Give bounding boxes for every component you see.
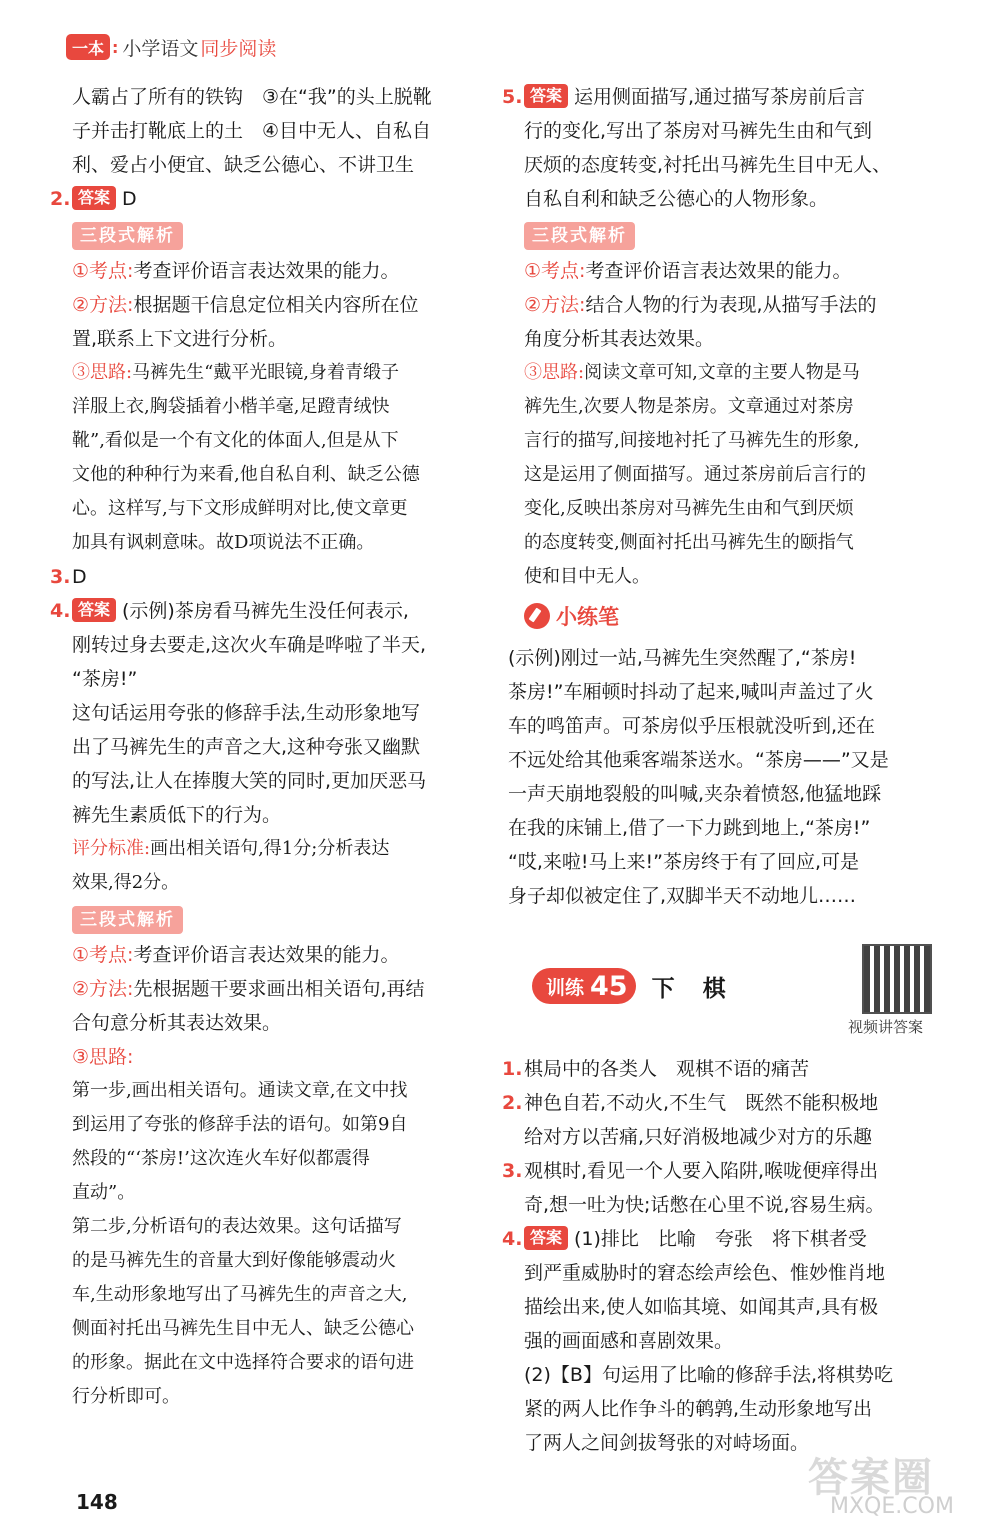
fangfa-line bbox=[72, 972, 492, 1006]
training-item bbox=[502, 1052, 954, 1086]
kaodian-line bbox=[72, 254, 492, 288]
kaodian-label: ①考点: bbox=[72, 944, 134, 966]
text-line: 车的鸣笛声。可茶房似乎压根就没听到,还在 bbox=[508, 715, 876, 737]
kaodian-line bbox=[524, 254, 954, 288]
text-line: 车,生动形象地写出了马裤先生的声音之大, bbox=[72, 1284, 408, 1305]
answer-value: D bbox=[122, 188, 137, 210]
text-line: 到严重威胁时的窘态绘声绘色、惟妙惟肖地 bbox=[524, 1262, 886, 1284]
answer-text: 神色自若,不动火,不生气 既然不能积极地 bbox=[524, 1092, 879, 1114]
text-line: 一声天崩地裂般的叫喊,夹杂着愤怒,他猛地踩 bbox=[508, 783, 882, 805]
text-line: 紧的两人比作争斗的鹌鹑,生动形象地写出 bbox=[524, 1398, 873, 1420]
scoring-label: 评分标准: bbox=[72, 838, 151, 859]
question-3-answer bbox=[50, 560, 492, 594]
fangfa-label: ②方法: bbox=[524, 294, 586, 316]
text-line: 侧面衬托出马裤先生目中无人、缺乏公德心 bbox=[72, 1318, 414, 1339]
text-line: 裤先生素质低下的行为。 bbox=[72, 804, 282, 826]
question-number: 1. bbox=[502, 1058, 523, 1080]
text-line: 不远处给其他乘客端茶送水。“茶房——”又是 bbox=[508, 749, 889, 771]
question-2-answer bbox=[50, 182, 492, 216]
page-number: 148 bbox=[76, 1490, 118, 1514]
answer-tag: 答案 bbox=[524, 1226, 568, 1250]
silu-text: 马裤先生“戴平光眼镜,身着青缎子 bbox=[132, 362, 400, 383]
text-line: 第二步,分析语句的表达效果。这句话描写 bbox=[72, 1216, 402, 1237]
text-line: 的写法,让人在捧腹大笑的同时,更加厌恶马 bbox=[72, 770, 427, 792]
book-subtitle: 同步阅读 bbox=[200, 37, 277, 60]
text-line: 给对方以苦痛,只好消极地减少对方的乐趣 bbox=[524, 1126, 873, 1148]
answer-text: 运用侧面描写,通过描写茶房前后言 bbox=[574, 86, 866, 108]
question-number: 4. bbox=[502, 1228, 523, 1250]
training-item bbox=[502, 1154, 954, 1188]
answer-text: (示例)茶房看马裤先生没任何表示, bbox=[122, 600, 409, 622]
training-item bbox=[502, 1222, 954, 1256]
logo-separator: : bbox=[112, 37, 119, 57]
sanduan-tag: 三段式解析 bbox=[524, 222, 635, 250]
text-line: 行分析即可。 bbox=[72, 1386, 180, 1407]
question-number: 5. bbox=[502, 86, 523, 108]
text-line: 在我的床铺上,借了一下力跳到地上,“茶房!” bbox=[508, 817, 871, 839]
text-line: 奇,想一吐为快;话憋在心里不说,容易生病。 bbox=[524, 1194, 885, 1216]
question-number: 3. bbox=[50, 566, 71, 588]
answer-value: D bbox=[72, 566, 87, 588]
text-line: 然段的“‘茶房!’这次连火车好似都震得 bbox=[72, 1148, 370, 1169]
text-line: 的形象。据此在文中选择符合要求的语句进 bbox=[72, 1352, 414, 1373]
silu-line bbox=[524, 356, 954, 390]
text-line: 洋服上衣,胸袋插着小楷羊毫,足蹬青绒快 bbox=[72, 396, 390, 417]
text-line: 厌烦的态度转变,衬托出马裤先生目中无人、 bbox=[524, 154, 892, 176]
xiaolianbi-title: 小练笔 bbox=[556, 605, 619, 629]
text-line: 使和目中无人。 bbox=[524, 566, 650, 587]
brand-logo: 一本 bbox=[66, 34, 110, 60]
question-number: 3. bbox=[502, 1160, 523, 1182]
text-line: 自私自利和缺乏公德心的人物形象。 bbox=[524, 188, 829, 210]
xiaolianbi-heading bbox=[524, 600, 954, 635]
analysis-heading bbox=[72, 902, 492, 936]
question-number: 2. bbox=[502, 1092, 523, 1114]
training-badge bbox=[532, 968, 636, 1004]
text-line: 人霸占了所有的铁钩 ③在“我”的头上脱靴 bbox=[72, 86, 432, 108]
answer-tag: 答案 bbox=[72, 598, 116, 622]
text-line: 角度分析其表达效果。 bbox=[524, 328, 715, 350]
text-line: 合句意分析其表达效果。 bbox=[72, 1012, 282, 1034]
fangfa-label: ②方法: bbox=[72, 294, 134, 316]
text-line: “哎,来啦!马上来!”茶房终于有了回应,可是 bbox=[508, 851, 859, 873]
question-number: 4. bbox=[50, 600, 71, 622]
text-line: 刚转过身去要走,这次火车确是哗啦了半天, bbox=[72, 634, 427, 656]
text-line: 效果,得2分。 bbox=[72, 872, 180, 893]
text-line: 置,联系上下文进行分析。 bbox=[72, 328, 288, 350]
text-line: 这句话运用夸张的修辞手法,生动形象地写 bbox=[72, 702, 421, 724]
answer-text: (1)排比 比喻 夸张 将下棋者受 bbox=[574, 1228, 867, 1250]
qr-code-icon[interactable] bbox=[862, 944, 932, 1014]
text-line: “茶房!” bbox=[72, 668, 138, 690]
text-line: 文他的种种行为来看,他自私自利、缺乏公德 bbox=[72, 464, 420, 485]
question-5-answer bbox=[502, 80, 954, 114]
text-line: 变化,反映出茶房对马裤先生由和气到厌烦 bbox=[524, 498, 854, 519]
text-line: 言行的描写,间接地衬托了马裤先生的形象, bbox=[524, 430, 860, 451]
silu-label: ③思路: bbox=[72, 362, 133, 383]
text-line: 直动”。 bbox=[72, 1182, 136, 1203]
book-title: 小学语文 bbox=[122, 37, 199, 60]
text-line: 出了马裤先生的声音之大,这种夸张又幽默 bbox=[72, 736, 421, 758]
text-line: 心。这样写,与下文形成鲜明对比,使文章更 bbox=[72, 498, 408, 519]
text-line: 利、爱占小便宜、缺乏公德心、不讲卫生 bbox=[72, 154, 415, 176]
text-line: 强的画面感和喜剧效果。 bbox=[524, 1330, 734, 1352]
text-line: 茶房!”车厢顿时抖动了起来,喊叫声盖过了火 bbox=[508, 681, 874, 703]
scoring-line bbox=[72, 832, 492, 866]
silu-label: ③思路: bbox=[72, 1046, 134, 1068]
pencil-icon bbox=[524, 603, 550, 629]
text-line: 第一步,画出相关语句。通读文章,在文中找 bbox=[72, 1080, 408, 1101]
page-header bbox=[66, 30, 276, 64]
text-line: 加具有讽刺意味。故D项说法不正确。 bbox=[72, 532, 375, 553]
answer-text: 棋局中的各类人 观棋不语的痛苦 bbox=[524, 1058, 810, 1080]
text-line: 这是运用了侧面描写。通过茶房前后言行的 bbox=[524, 464, 866, 485]
kaodian-line bbox=[72, 938, 492, 972]
kaodian-text: 考查评价语言表达效果的能力。 bbox=[133, 944, 400, 966]
fangfa-line bbox=[524, 288, 954, 322]
training-item bbox=[502, 1086, 954, 1120]
sanduan-tag: 三段式解析 bbox=[72, 222, 183, 250]
silu-line bbox=[72, 356, 492, 390]
answer-text: 观棋时,看见一个人要入陷阱,喉咙便痒得出 bbox=[524, 1160, 879, 1182]
scoring-text: 画出相关语句,得1分;分析表达 bbox=[150, 838, 390, 859]
kaodian-text: 考查评价语言表达效果的能力。 bbox=[585, 260, 852, 282]
analysis-heading bbox=[524, 218, 954, 252]
text-line: 身子却似被定住了,双脚半天不动地儿…… bbox=[508, 885, 857, 907]
watermark: 答案圈 bbox=[808, 1455, 934, 1501]
question-4-answer bbox=[50, 594, 492, 628]
text-line: (示例)刚过一站,马裤先生突然醒了,“茶房! bbox=[508, 647, 857, 669]
silu-line bbox=[72, 1040, 492, 1074]
question-number: 2. bbox=[50, 188, 71, 210]
fangfa-label: ②方法: bbox=[72, 978, 134, 1000]
silu-text: 阅读文章可知,文章的主要人物是马 bbox=[584, 362, 860, 383]
fangfa-text: 结合人物的行为表现,从描写手法的 bbox=[585, 294, 877, 316]
fangfa-text: 根据题干信息定位相关内容所在位 bbox=[133, 294, 419, 316]
text-line: 到运用了夸张的修辞手法的语句。如第9自 bbox=[72, 1114, 408, 1135]
text-line: 子并击打靴底上的土 ④目中无人、自私自 bbox=[72, 120, 432, 142]
training-title: 下 棋 bbox=[651, 975, 736, 1002]
text-line: 的是马裤先生的音量大到好像能够震动火 bbox=[72, 1250, 396, 1271]
kaodian-label: ①考点: bbox=[524, 260, 586, 282]
left-column bbox=[50, 80, 492, 1414]
text-line: 的态度转变,侧面衬托出马裤先生的颐指气 bbox=[524, 532, 854, 553]
training-answers bbox=[502, 1052, 954, 1460]
training-number: 45 bbox=[590, 970, 628, 1002]
training-word: 训练 bbox=[546, 976, 585, 999]
analysis-heading bbox=[72, 218, 492, 252]
kaodian-label: ①考点: bbox=[72, 260, 134, 282]
answer-tag: 答案 bbox=[72, 186, 116, 210]
qr-caption: 视频讲答案 bbox=[848, 1018, 924, 1036]
text-line: 裤先生,次要人物是茶房。文章通过对茶房 bbox=[524, 396, 854, 417]
text-line: 描绘出来,使人如临其境、如闻其声,具有极 bbox=[524, 1296, 879, 1318]
kaodian-text: 考查评价语言表达效果的能力。 bbox=[133, 260, 400, 282]
text-line: 靴”,看似是一个有文化的体面人,但是从下 bbox=[72, 430, 399, 451]
fangfa-line bbox=[72, 288, 492, 322]
text-line: 了两人之间剑拔弩张的对峙场面。 bbox=[524, 1432, 810, 1454]
watermark-url: MXQE.COM bbox=[830, 1494, 954, 1519]
fangfa-text: 先根据题干要求画出相关语句,再结 bbox=[133, 978, 425, 1000]
text-line: 行的变化,写出了茶房对马裤先生由和气到 bbox=[524, 120, 873, 142]
answer-tag: 答案 bbox=[524, 84, 568, 108]
sanduan-tag: 三段式解析 bbox=[72, 906, 183, 934]
silu-label: ③思路: bbox=[524, 362, 585, 383]
training-header bbox=[532, 968, 736, 1004]
right-column bbox=[502, 80, 954, 913]
text-line: (2)【B】句运用了比喻的修辞手法,将棋势吃 bbox=[524, 1364, 893, 1386]
